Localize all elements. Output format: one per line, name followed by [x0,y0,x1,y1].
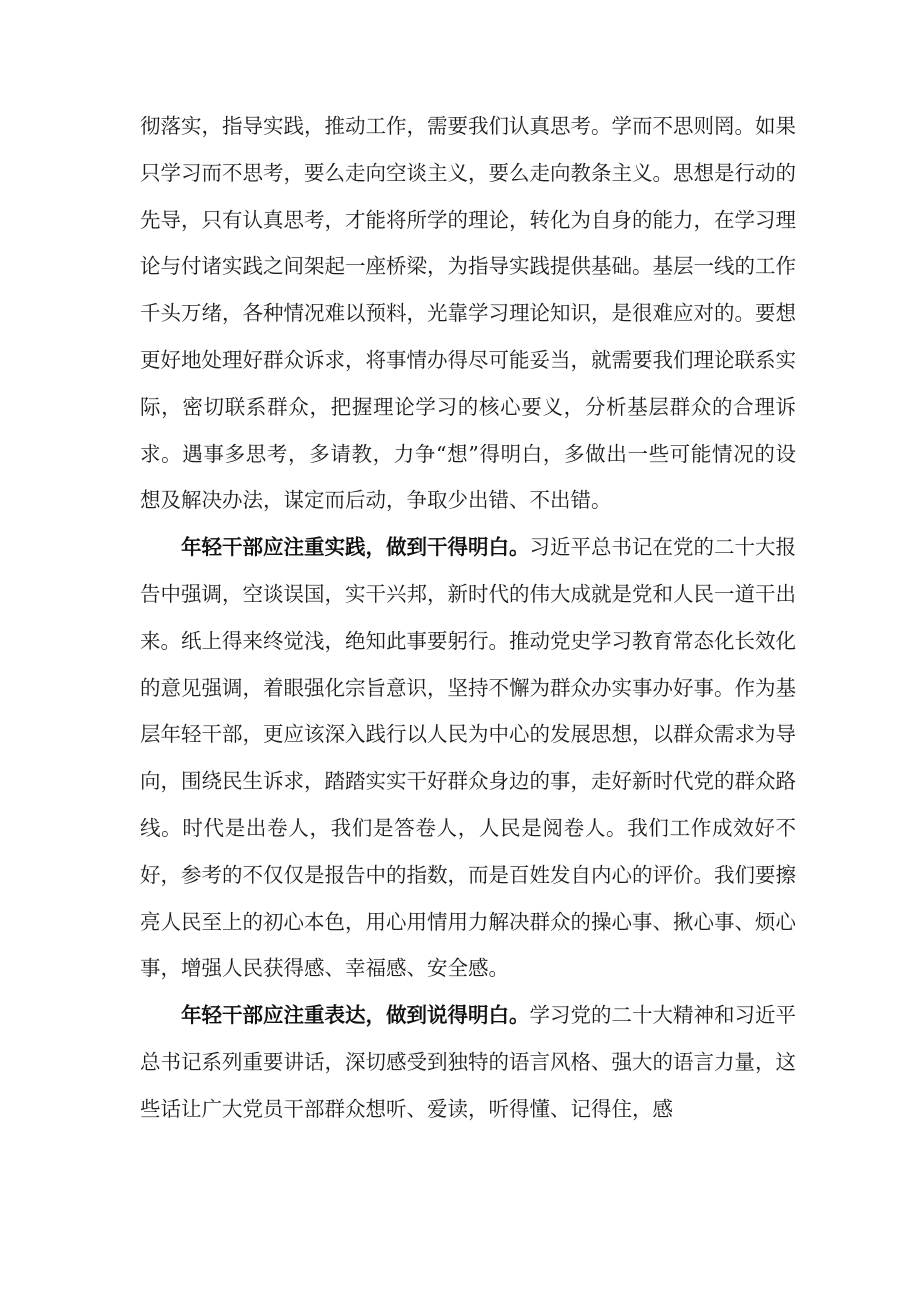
document-body [140,103,796,1133]
paragraph-2-body: 习近平总书记在党的二十大报告中强调，空谈误国，实干兴邦，新时代的伟大成就是党和人民一道干出来。纸上得来终觉浅，绝知此事要躬行。推动党史学习教育常态化长效化的意见强调，着眼强化宗旨意识，坚持不懈为群众办实事办好事。作为基层年轻干部，更应该深入践行以人民为中心的发展思想，以群众需求为导向，围绕民生诉求，踏踏实实干好群众身边的事，走好新时代党的群众路线。时代是出卷人，我们是答卷人，人民是阅卷人。我们工作成效好不好，参考的不仅仅是报告中的指数，而是百姓发自内心的评价。我们要擦亮人民至上的初心本色，用心用情用力解决群众的操心事、揪心事、烦心事，增强人民获得感、幸福感、安全感。 [140,535,796,981]
paragraph-2 [140,524,796,992]
paragraph-3-heading: 年轻干部应注重表达，做到说得明白。 [181,1003,530,1028]
paragraph-1 [140,103,796,524]
paragraph-1-body: 彻落实，指导实践，推动工作，需要我们认真思考。学而不思则罔。如果只学习而不思考，要么走向空谈主义，要么走向教条主义。思想是行动的先导，只有认真思考，才能将所学的理论，转化为自身的能力，在学习理论与付诸实践之间架起一座桥梁，为指导实践提供基础。基层一线的工作千头万绪，各种情况难以预料，光靠学习理论知识，是很难应对的。要想更好地处理好群众诉求，将事情办得尽可能妥当，就需要我们理论联系实际，密切联系群众，把握理论学习的核心要义，分析基层群众的合理诉求。遇事多思考，多请教，力争“想”得明白，多做出一些可能情况的设想及解决办法，谋定而后动，争取少出错、不出错。 [140,114,796,513]
paragraph-2-heading: 年轻干部应注重实践，做到干得明白。 [181,535,530,560]
paragraph-3 [140,992,796,1132]
paragraph-3-body: 学习党的二十大精神和习近平总书记系列重要讲话，深切感受到独特的语言风格、强大的语言力量，这些话让广大党员干部群众想听、爱读，听得懂、记得住，感 [140,1003,796,1121]
